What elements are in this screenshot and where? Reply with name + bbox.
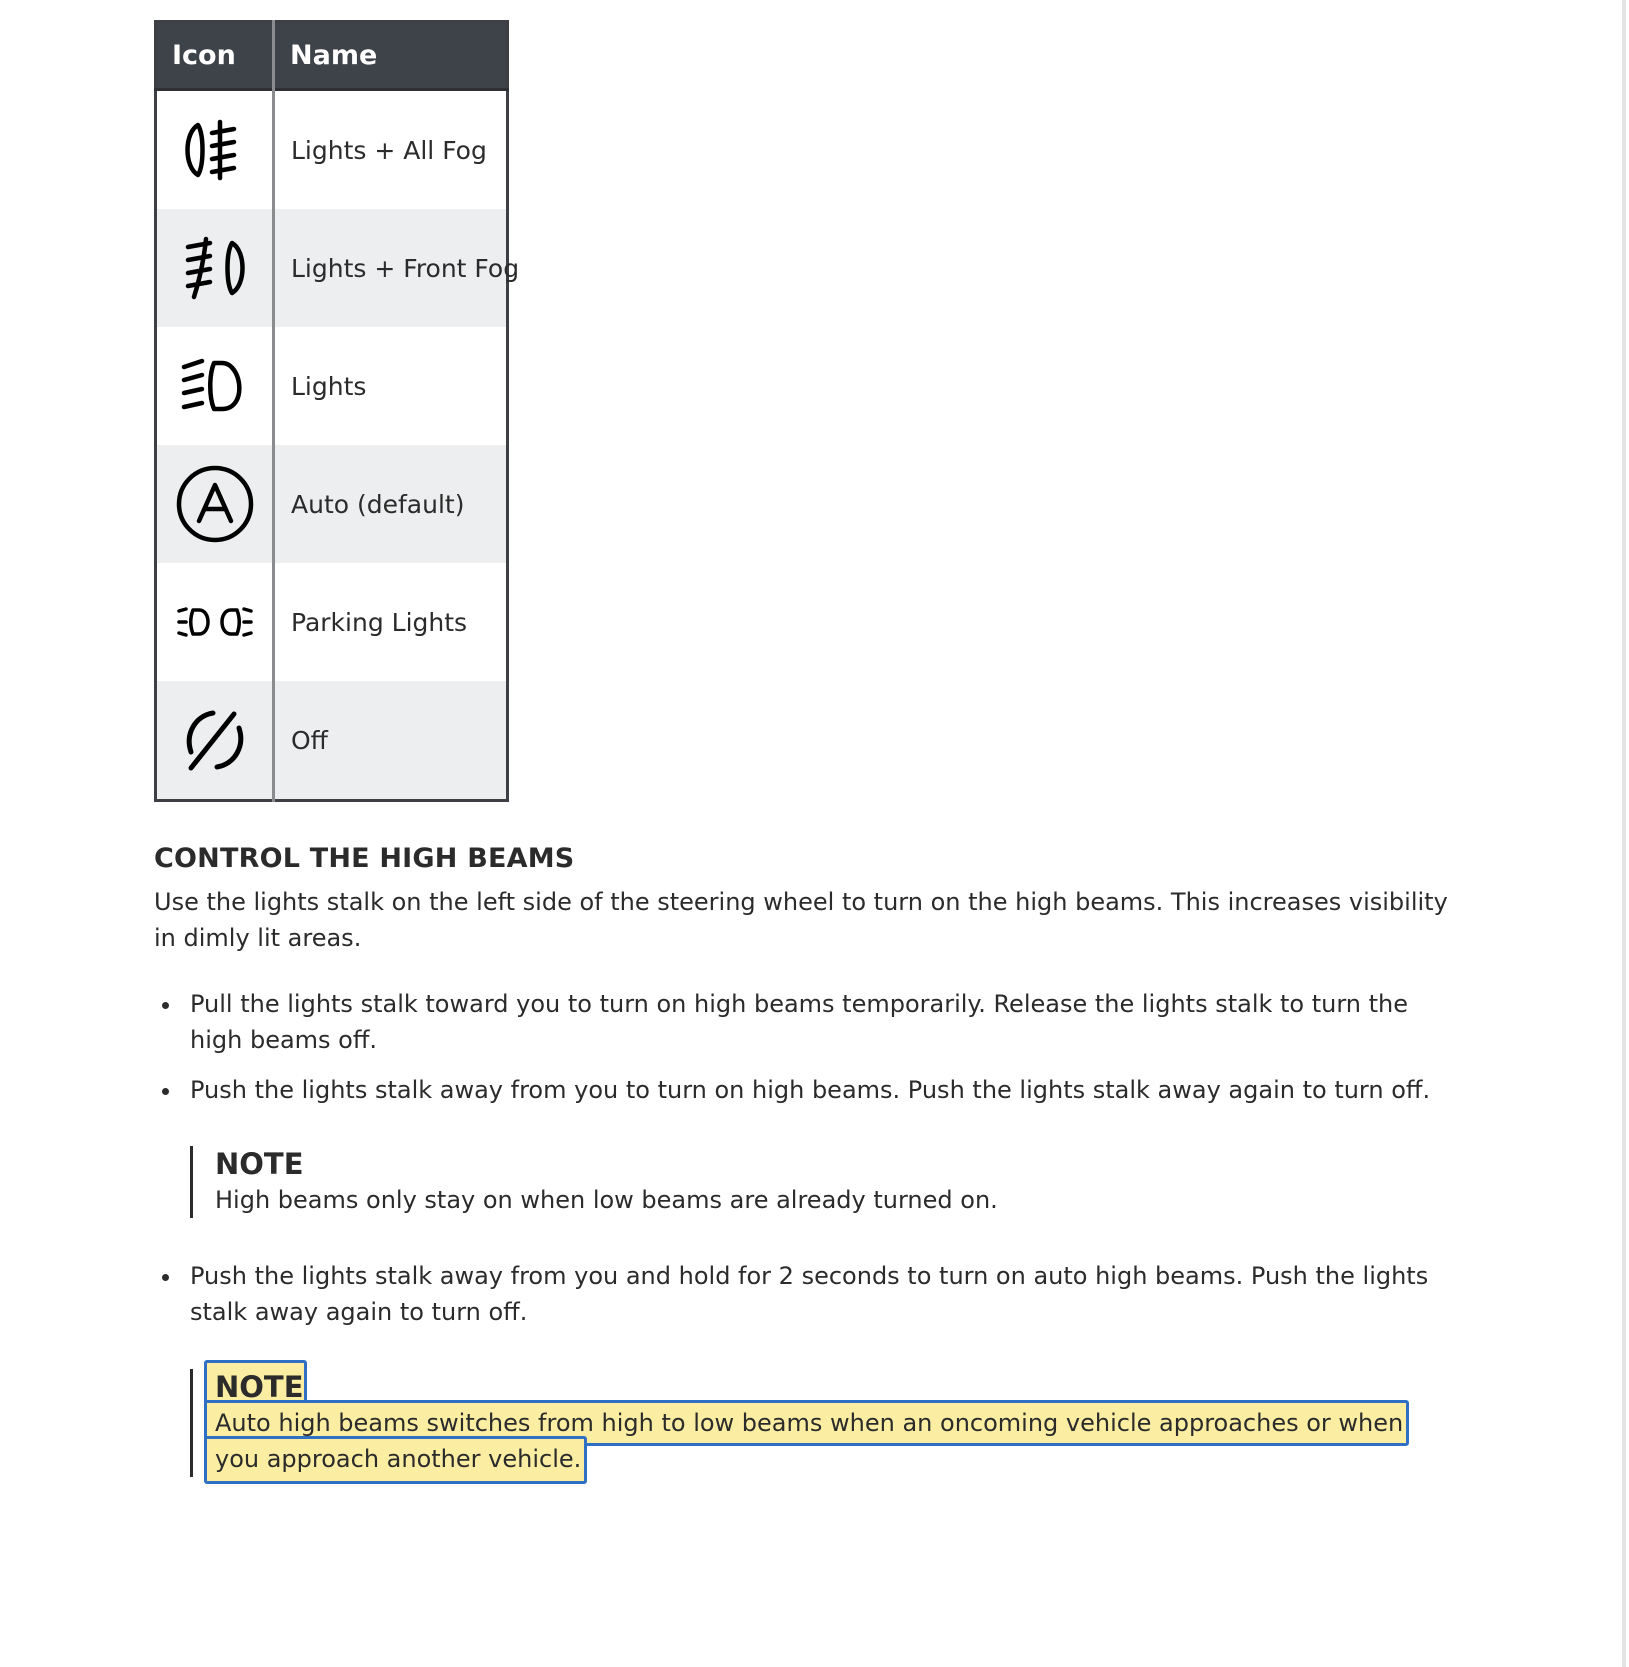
light-modes-table — [154, 20, 520, 802]
list-item: Push the lights stalk away from you and hold for 2 seconds to turn on auto high beams. Push the lights stalk away again to turn off. — [190, 1258, 1450, 1330]
intro-paragraph: Use the lights stalk on the left side of the steering wheel to turn on the high beams. This increases visibility in dimly lit areas. — [154, 888, 1448, 952]
table-row — [156, 327, 508, 445]
table-cell-name: Off — [274, 681, 508, 801]
note-text: Auto high beams switches from high to low beams when an oncoming vehicle approaches or when you approach another vehicle. — [215, 1409, 1404, 1473]
name-column-header: Name — [274, 22, 508, 90]
table-row — [156, 209, 508, 327]
note-text: High beams only stay on when low beams are already turned on. — [215, 1186, 998, 1214]
table-cell-name: Lights — [274, 327, 508, 445]
list-item: Push the lights stalk away from you to turn on high beams. Push the lights stalk away again to turn off. — [190, 1072, 1450, 1108]
table-header-row — [156, 22, 508, 90]
highlighted-note-callout[interactable] — [190, 1369, 1415, 1477]
auto-icon — [174, 463, 256, 545]
list-item: Pull the lights stalk toward you to turn on high beams temporarily. Release the lights stalk to turn the high beams off. — [190, 986, 1430, 1058]
note-title: NOTE — [215, 1370, 304, 1404]
table-cell-name: Lights + All Fog — [274, 90, 508, 210]
table-row — [156, 681, 508, 801]
table-cell-name: Lights + Front Fog — [274, 209, 508, 327]
off-icon — [179, 704, 251, 776]
note-title: NOTE — [215, 1147, 304, 1181]
lights-icon — [178, 351, 252, 421]
table-row — [156, 90, 508, 210]
lights-front-fog-icon — [180, 233, 250, 303]
parking-lights-icon — [175, 597, 255, 647]
table-row — [156, 563, 508, 681]
icon-column-header: Icon — [156, 22, 274, 90]
note-callout — [190, 1146, 1415, 1218]
table-cell-name: Auto (default) — [274, 445, 508, 563]
table-row — [156, 445, 508, 563]
page-edge-rule — [1622, 0, 1626, 1667]
table-cell-name: Parking Lights — [274, 563, 508, 681]
lights-all-fog-icon — [180, 115, 250, 185]
section-heading: CONTROL THE HIGH BEAMS — [154, 843, 575, 874]
